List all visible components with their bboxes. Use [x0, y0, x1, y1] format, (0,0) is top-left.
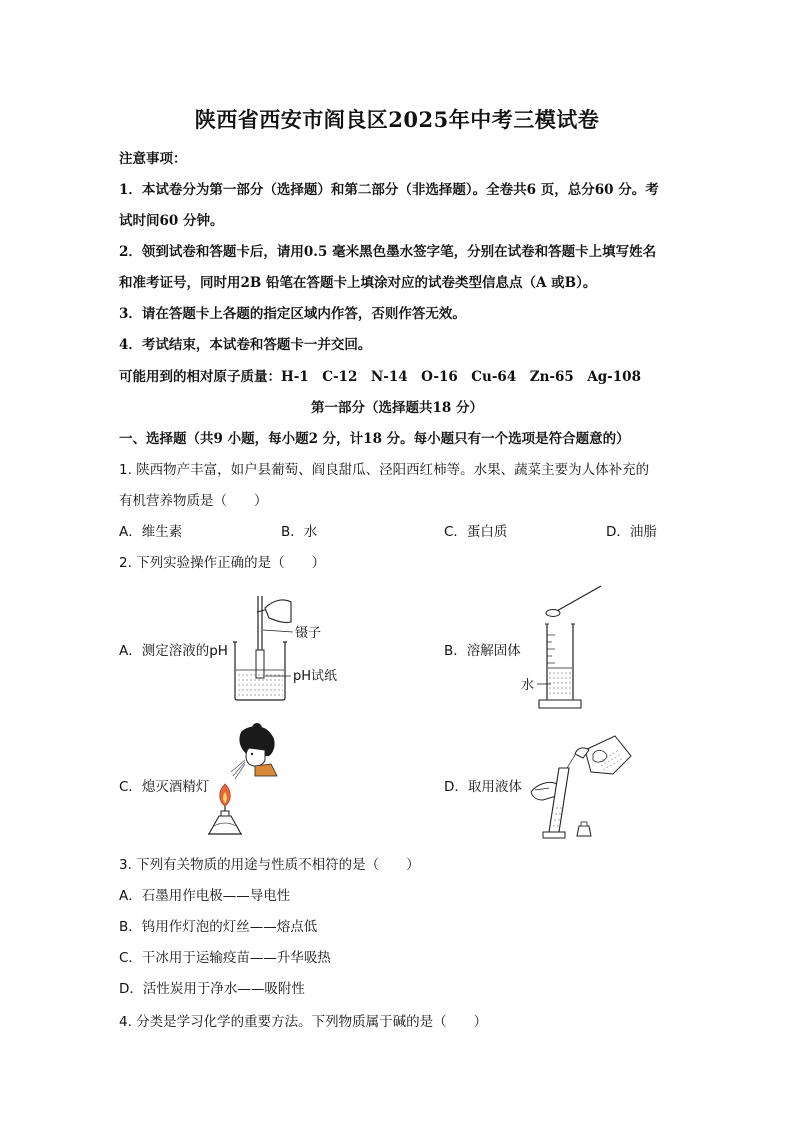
q1-option-c: C．蛋白质 [444, 524, 508, 540]
section1-heading: 一、选择题（共9 小题，每小题2 分，计18 分。每小题只有一个选项是符合题意的） [119, 431, 630, 447]
notice-item-1-line-2: 试时间60 分钟。 [119, 213, 224, 229]
q3-option-b: B．钨用作灯泡的灯丝——熔点低 [119, 919, 318, 935]
notice-item-1-line-1: 1．本试卷分为第一部分（选择题）和第二部分（非选择题）。全卷共6 页，总分60 分。考 [119, 182, 659, 198]
exam-title: 陕西省西安市阎良区2025年中考三模试卷 [194, 107, 600, 132]
q2-option-d: D．取用液体 [444, 779, 522, 795]
q1-stem-line-1: 1. 陕西物产丰富，如户县葡萄、阎良甜瓜、泾阳西红柿等。水果、蔬菜主要为人体补充的 [119, 462, 650, 478]
q1-option-b: B．水 [281, 524, 318, 540]
q3-option-d: D．活性炭用于净水——吸附性 [119, 981, 305, 997]
notice-item-2-line-1: 2．领到试卷和答题卡后，请用0.5 毫米黑色墨水签字笔，分别在试卷和答题卡上填写姓名 [119, 244, 657, 260]
q2-option-c: C．熄灭酒精灯 [119, 779, 210, 795]
q3-stem: 3. 下列有关物质的用途与性质不相符的是（ ） [119, 857, 420, 873]
q4-stem: 4. 分类是学习化学的重要方法。下列物质属于碱的是（ ） [119, 1014, 488, 1030]
notice-item-4: 4．考试结束，本试卷和答题卡一并交回。 [119, 337, 372, 353]
notice-item-3: 3．请在答题卡上各题的指定区域内作答，否则作答无效。 [119, 306, 466, 322]
figure-alcohol-lamp [205, 722, 290, 840]
figure-cylinder-dissolve [515, 580, 610, 715]
notice-heading: 注意事项： [119, 151, 187, 167]
q1-option-a: A．维生素 [119, 524, 183, 540]
label-tweezers: 镊子 [295, 626, 322, 641]
label-ph-paper: pH试纸 [293, 669, 338, 684]
part1-heading: 第一部分（选择题共18 分） [311, 400, 483, 416]
q2-option-a: A．测定溶液的pH [119, 643, 228, 659]
q3-option-c: C．干冰用于运输疫苗——升华吸热 [119, 950, 331, 966]
q1-stem-line-2: 有机营养物质是（ ） [119, 493, 268, 509]
figure-ph-test [225, 590, 360, 705]
notice-item-2-line-2: 和准考证号，同时用2B 铅笔在答题卡上填涂对应的试卷类型信息点（A 或B）。 [119, 275, 597, 291]
q1-option-d: D．油脂 [606, 524, 657, 540]
q3-option-a: A．石墨用作电极——导电性 [119, 888, 291, 904]
label-water: 水 [521, 678, 535, 693]
q2-option-b: B．溶解固体 [444, 643, 521, 659]
atomic-masses: 可能用到的相对原子质量：H-1 C-12 N-14 O-16 Cu-64 Zn-65 Ag-108 [119, 369, 641, 385]
q2-stem: 2. 下列实验操作正确的是（ ） [119, 555, 326, 571]
figure-pour-liquid [523, 728, 638, 843]
